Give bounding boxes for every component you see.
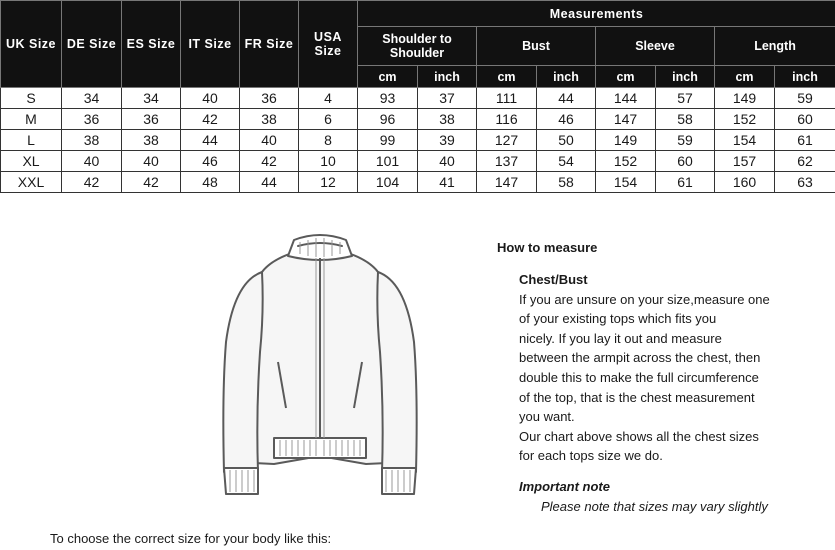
table-cell: 38 <box>240 109 299 130</box>
table-cell: 54 <box>537 151 596 172</box>
table-cell: 44 <box>537 88 596 109</box>
group-bust: Bust <box>477 27 596 66</box>
table-row <box>1 130 835 151</box>
size-chart-table <box>0 0 835 193</box>
table-cell: 39 <box>418 130 477 151</box>
table-cell: 44 <box>240 172 299 193</box>
important-note-heading: Important note <box>519 479 610 494</box>
unit-inch: inch <box>656 66 715 88</box>
table-cell: 101 <box>358 151 418 172</box>
header-de-size: DE Size <box>62 1 122 88</box>
jacket-illustration <box>214 232 426 504</box>
table-cell: 60 <box>775 109 835 130</box>
table-cell: 137 <box>477 151 537 172</box>
table-cell: 42 <box>62 172 122 193</box>
table-cell: 61 <box>775 130 835 151</box>
table-cell: 59 <box>656 130 715 151</box>
table-cell: 46 <box>181 151 240 172</box>
measurements-title: Measurements <box>358 1 835 27</box>
instruction-line: between the armpit across the chest, then <box>519 350 761 366</box>
table-cell: M <box>1 109 62 130</box>
table-cell: 116 <box>477 109 537 130</box>
table-cell: 36 <box>62 109 122 130</box>
instruction-line: for each tops size we do. <box>519 448 663 464</box>
table-cell: 62 <box>775 151 835 172</box>
header-uk-size: UK Size <box>1 1 62 88</box>
table-cell: S <box>1 88 62 109</box>
table-cell: 10 <box>299 151 358 172</box>
header-es-size: ES Size <box>122 1 181 88</box>
table-cell: 12 <box>299 172 358 193</box>
table-cell: 61 <box>656 172 715 193</box>
table-cell: 58 <box>537 172 596 193</box>
table-cell: 63 <box>775 172 835 193</box>
header-usa-size: USA Size <box>299 1 358 88</box>
table-cell: 57 <box>656 88 715 109</box>
table-cell: 34 <box>62 88 122 109</box>
table-cell: 4 <box>299 88 358 109</box>
table-row <box>1 151 835 172</box>
instruction-line: nicely. If you lay it out and measure <box>519 330 722 346</box>
table-cell: 104 <box>358 172 418 193</box>
table-cell: 38 <box>122 130 181 151</box>
chest-bust-section <box>519 270 819 466</box>
important-note-text: Please note that sizes may vary slightly <box>541 499 768 514</box>
instruction-line: Our chart above shows all the chest sizes <box>519 428 759 444</box>
chest-bust-heading: Chest/Bust <box>519 272 588 287</box>
table-cell: 152 <box>596 151 656 172</box>
table-row <box>1 109 835 130</box>
unit-cm: cm <box>477 66 537 88</box>
table-cell: 147 <box>596 109 656 130</box>
group-sleeve: Sleeve <box>596 27 715 66</box>
table-row <box>1 172 835 193</box>
unit-inch: inch <box>418 66 477 88</box>
table-cell: 6 <box>299 109 358 130</box>
footer-instruction: To choose the correct size for your body like this: <box>50 531 332 546</box>
table-cell: 42 <box>181 109 240 130</box>
table-cell: 147 <box>477 172 537 193</box>
instruction-line: If you are unsure on your size,measure one <box>519 291 770 307</box>
table-cell: 38 <box>62 130 122 151</box>
table-cell: 160 <box>715 172 775 193</box>
table-cell: 44 <box>181 130 240 151</box>
chest-bust-instructions <box>519 290 819 466</box>
table-cell: XL <box>1 151 62 172</box>
table-cell: 40 <box>181 88 240 109</box>
table-cell: 40 <box>240 130 299 151</box>
table-cell: 36 <box>240 88 299 109</box>
header-it-size: IT Size <box>181 1 240 88</box>
table-cell: 48 <box>181 172 240 193</box>
table-cell: XXL <box>1 172 62 193</box>
table-cell: 154 <box>596 172 656 193</box>
unit-inch: inch <box>775 66 835 88</box>
unit-inch: inch <box>537 66 596 88</box>
table-cell: 42 <box>240 151 299 172</box>
table-cell: 96 <box>358 109 418 130</box>
unit-cm: cm <box>358 66 418 88</box>
table-cell: 149 <box>715 88 775 109</box>
table-row <box>1 88 835 109</box>
instruction-line: you want. <box>519 409 575 425</box>
unit-cm: cm <box>596 66 656 88</box>
table-cell: 154 <box>715 130 775 151</box>
instruction-line: of your existing tops which fits you <box>519 311 717 327</box>
group-length: Length <box>715 27 835 66</box>
table-cell: 41 <box>418 172 477 193</box>
table-cell: 93 <box>358 88 418 109</box>
table-cell: 37 <box>418 88 477 109</box>
table-cell: L <box>1 130 62 151</box>
table-cell: 46 <box>537 109 596 130</box>
table-cell: 60 <box>656 151 715 172</box>
how-to-measure-heading: How to measure <box>497 240 598 255</box>
group-shoulder: Shoulder to Shoulder <box>358 27 477 66</box>
table-cell: 111 <box>477 88 537 109</box>
table-cell: 50 <box>537 130 596 151</box>
table-cell: 42 <box>122 172 181 193</box>
table-cell: 40 <box>418 151 477 172</box>
instruction-line: double this to make the full circumference <box>519 369 759 385</box>
table-cell: 127 <box>477 130 537 151</box>
table-cell: 40 <box>122 151 181 172</box>
header-fr-size: FR Size <box>240 1 299 88</box>
table-cell: 36 <box>122 109 181 130</box>
instruction-line: of the top, that is the chest measurement <box>519 389 755 405</box>
table-cell: 8 <box>299 130 358 151</box>
table-cell: 58 <box>656 109 715 130</box>
table-cell: 40 <box>62 151 122 172</box>
table-cell: 34 <box>122 88 181 109</box>
unit-cm: cm <box>715 66 775 88</box>
table-cell: 99 <box>358 130 418 151</box>
table-cell: 144 <box>596 88 656 109</box>
table-cell: 152 <box>715 109 775 130</box>
table-cell: 38 <box>418 109 477 130</box>
size-table-body <box>1 88 835 193</box>
table-cell: 59 <box>775 88 835 109</box>
table-cell: 157 <box>715 151 775 172</box>
table-cell: 149 <box>596 130 656 151</box>
